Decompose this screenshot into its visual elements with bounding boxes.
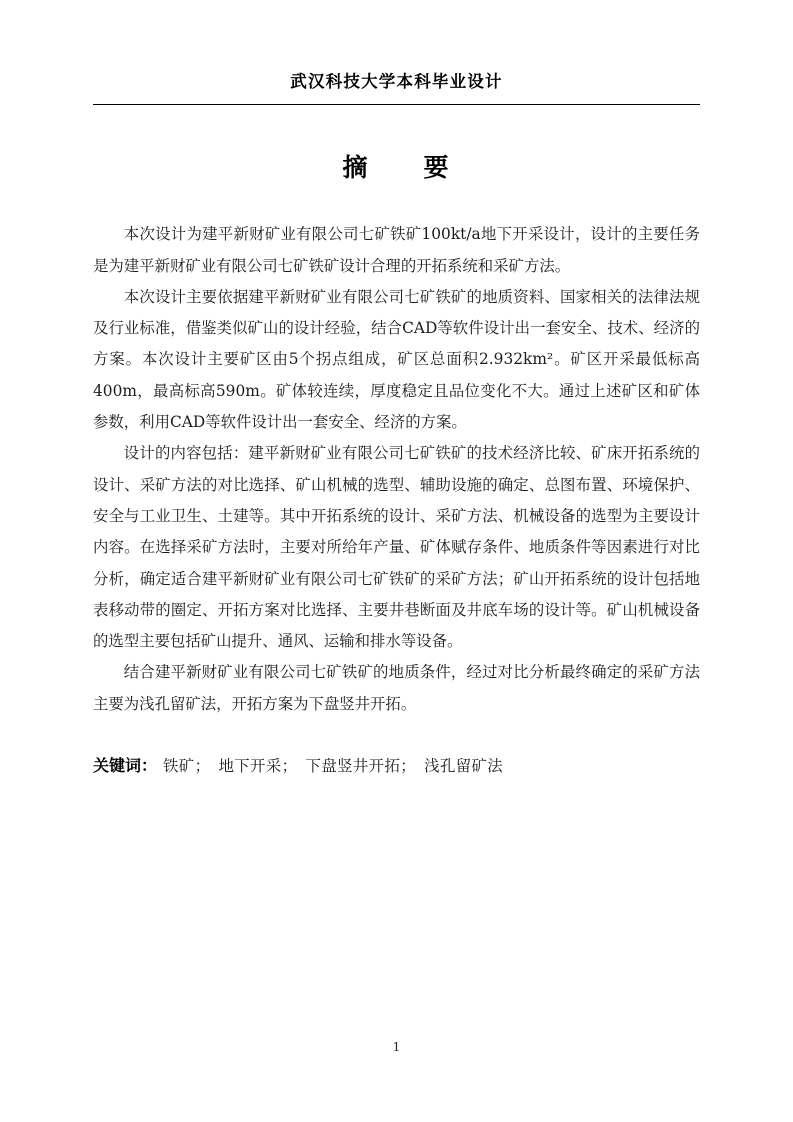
keywords-value: 铁矿； 地下开采； 下盘竖井开拓； 浅孔留矿法	[163, 757, 504, 775]
running-header	[93, 72, 700, 92]
page-number: 1	[392, 1039, 401, 1054]
abstract-text	[93, 219, 700, 782]
paragraph: 本次设计为建平新财矿业有限公司七矿铁矿100kt/a地下开采设计，设计的主要任务是为建平新财矿业有限公司七矿铁矿设计合理的开拓系统和采矿方法。	[93, 225, 700, 275]
keywords-line	[93, 750, 700, 782]
keywords-label: 关键词：	[93, 756, 158, 775]
paragraph: 设计的内容包括：建平新财矿业有限公司七矿铁矿的技术经济比较、矿床开拓系统的设计、采矿方法的对比选择、矿山机械的选型、辅助设施的确定、总图布置、环境保护、安全与工业卫生、土建等。其中开拓系统的设计、采矿方法、机械设备的选型为主要设计内容。在选择采矿方法时，主要对所给年产量、矿体赋存条件、地质条件等因素进行对比分析，确定适合建平新财矿业有限公司七矿铁矿的采矿方法；矿山开拓系统的设计包括地表移动带的圈定、开拓方案对比选择、主要井巷断面及井底车场的设计等。矿山机械设备的选型主要包括矿山提升、通风、运输和排水等设备。	[93, 444, 700, 651]
paragraph: 结合建平新财矿业有限公司七矿铁矿的地质条件，经过对比分析最终确定的采矿方法主要为浅孔留矿法，开拓方案为下盘竖井开拓。	[93, 663, 700, 713]
document-body	[93, 130, 700, 782]
page-footer	[0, 1036, 793, 1055]
header-divider	[93, 104, 700, 105]
header-title: 武汉科技大学本科毕业设计	[290, 72, 503, 91]
paragraph: 本次设计主要依据建平新财矿业有限公司七矿铁矿的地质资料、国家相关的法律法规及行业标准，借鉴类似矿山的设计经验，结合CAD等软件设计出一套安全、技术、经济的方案。本次设计主要矿区由5个拐点组成，矿区总面积2.932km²。矿区开采最低标高400m，最高标高590m。矿体较连续，厚度稳定且品位变化不大。通过上述矿区和矿体参数，利用CAD等软件设计出一套安全、经济的方案。	[93, 287, 700, 432]
page-title: 摘 要	[342, 153, 451, 182]
